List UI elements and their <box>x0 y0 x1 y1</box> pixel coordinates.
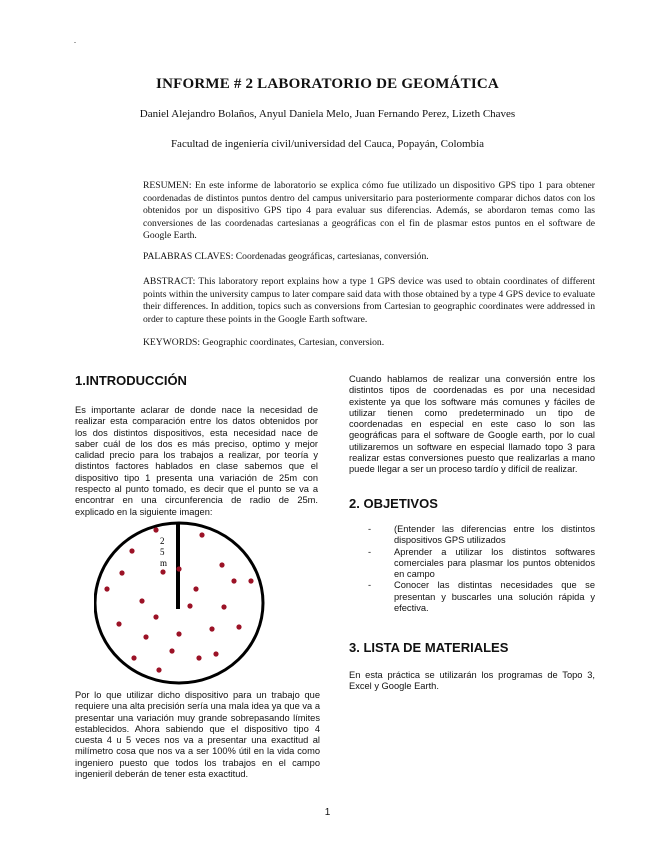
radius-label-char: 5 <box>160 547 165 557</box>
objetivos-heading: 2. OBJETIVOS <box>349 496 438 511</box>
resumen-paragraph: RESUMEN: En este informe de laboratorio se explica cómo fue utilizado un dispositivo GPS tipo 1 para obtener coordenadas de distintos puntos dentro del campus universitario para posteriormente comparar dichos datos con los obtenidos por un dispositivo GPS tipo 4 para evaluar sus diferencias. Además, se abordaron temas como las conversiones de las coordenadas cartesianas a geográficas con el fin de plasmar estos puntos en el software de Google Earth. <box>143 180 595 242</box>
radius-label-char: m <box>160 558 168 568</box>
palabras-claves-paragraph: PALABRAS CLAVES: Coordenadas geográficas, cartesianas, conversión. <box>143 251 429 262</box>
objetivos-list <box>368 524 595 614</box>
sample-point <box>196 655 201 660</box>
sample-point <box>193 586 198 591</box>
authors-line: Daniel Alejandro Bolaños, Anyul Daniela Melo, Juan Fernando Perez, Lizeth Chaves <box>139 108 516 120</box>
sample-point <box>248 578 253 583</box>
sample-point <box>176 566 181 571</box>
materiales-heading: 3. LISTA DE MATERIALES <box>349 640 509 655</box>
sample-point <box>139 598 144 603</box>
conversion-paragraph: Cuando hablamos de realizar una conversión entre los distintos tipos de coordenadas es por una necesidad existente ya que los software más comunes y fáciles de utilizar tienen como predeterminado un tipo de coordenadas en especial en este caso lo son las geográficas para el software de Google earth, por lo cual utilizaremos un software en especial llamado topo 3 para realizar estas conversiones puesto que realizarlas a mano puede llegar a ser un proceso tardío y difícil de realizar. <box>349 374 595 475</box>
list-item: - (Entender las diferencias entre los distintos dispositivos GPS utilizados <box>368 524 595 546</box>
sample-point <box>169 648 174 653</box>
sample-point <box>153 527 158 532</box>
sample-point <box>199 532 204 537</box>
list-item: - Conocer las distintas necesidades que se presentan y buscarles una solución rápida y efectiva. <box>368 580 595 614</box>
sample-point <box>209 626 214 631</box>
introduccion-heading: 1.INTRODUCCIÓN <box>75 373 187 388</box>
intro-paragraph-1: Es importante aclarar de donde nace la necesidad de realizar esta comparación entre los datos obtenidos por los dos distintos dispositivos, esta necesidad nace de saber cuál de los dos es más preciso, optimo y mejor calidad precio para los trabajos a realizar, por teoría y distintos factores hablados en clase sabemos que el dispositivo tipo 1 presenta una variación de 25m con respecto al punto tomado, es decir que el punto se va a encontrar en una circunferencia de radio de 25m. explicado en la siguiente imagen: <box>75 405 318 517</box>
sample-point <box>119 570 124 575</box>
sample-point <box>116 621 121 626</box>
sample-point <box>219 562 224 567</box>
corner-mark: . <box>74 36 76 45</box>
keywords-paragraph: KEYWORDS: Geographic coordinates, Cartesian, conversion. <box>143 337 385 348</box>
radius-label-char: 2 <box>160 536 165 546</box>
sample-point <box>129 548 134 553</box>
materiales-paragraph: En esta práctica se utilizarán los programas de Topo 3, Excel y Google Earth. <box>349 670 595 692</box>
sample-point <box>160 569 165 574</box>
sample-point <box>176 631 181 636</box>
affiliation-line: Facultad de ingeniería civil/universidad del Cauca, Popayán, Colombia <box>170 138 485 150</box>
sample-point <box>153 614 158 619</box>
page-title: INFORME # 2 LABORATORIO DE GEOMÁTICA <box>156 76 499 92</box>
sample-point <box>104 586 109 591</box>
intro-paragraph-2: Por lo que utilizar dicho dispositivo para un trabajo que requiere una alta precisión sería una mala idea ya que va a presentar una variación muy grande sobrepasando límites establecidos. Ahora sabiendo que el dispositivo tipo 4 cuesta 4 u 5 veces nos va a presentar una exactitud al milímetro cosa que nos va a ser 100% útil en la vida como ingeniero puesto que todos los trabajos en el campo ingenieril deberán de tener esta exactitud. <box>75 690 320 780</box>
sample-point <box>221 604 226 609</box>
sample-point <box>187 603 192 608</box>
sample-point <box>131 655 136 660</box>
list-item: - Aprender a utilizar los distintos softwares comerciales para plasmar los puntos obtenidos en campo <box>368 546 595 580</box>
sample-point <box>231 578 236 583</box>
precision-circle-figure <box>94 517 274 689</box>
sample-point <box>213 651 218 656</box>
abstract-paragraph: ABSTRACT: This laboratory report explains how a type 1 GPS device was used to obtain coordinates of different points within the university campus to later compare said data with those obtained by a type 4 GPS device to evaluate their differences. In addition, topics such as conversions from Cartesian to geographic coordinates were addressed in order to capture these points in the Google Earth software. <box>143 276 595 325</box>
sample-point <box>236 624 241 629</box>
sample-point <box>156 667 161 672</box>
sample-point <box>143 634 148 639</box>
page-number: 1 <box>324 807 331 818</box>
